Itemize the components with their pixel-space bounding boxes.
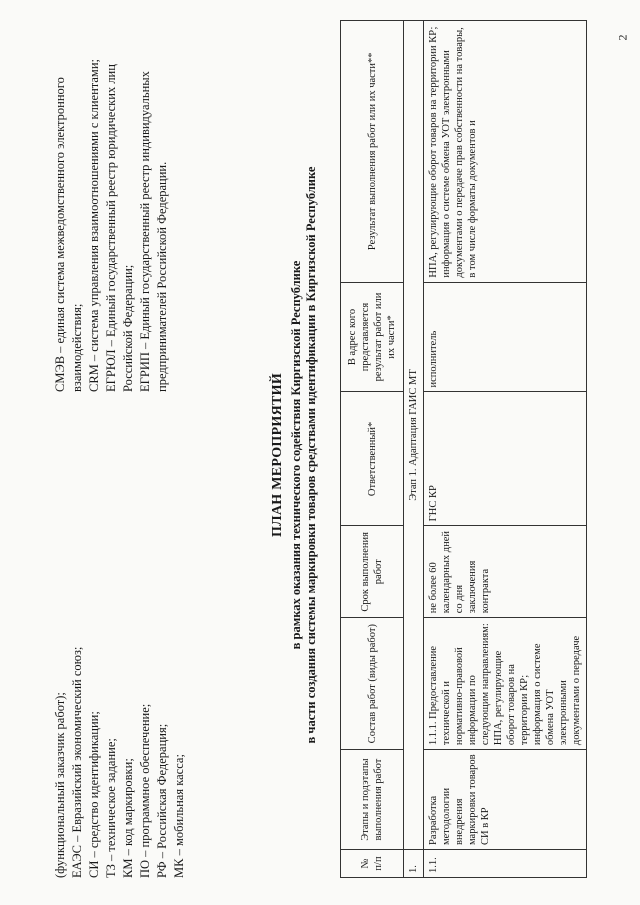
row-responsible: ГНС КР (424, 392, 587, 526)
abbreviation-item: взаимодействия; (70, 303, 84, 392)
abbreviation-item: ЕАЭС – Евразийский экономический союз; (70, 646, 84, 878)
abbreviation-item: предпринимателей Российской Федерации. (155, 161, 169, 392)
abbreviation-item: CRM – система управления взаимоотношениями с клиентами; (87, 59, 101, 392)
abbreviation-item: СМЭВ – единая система межведомственного электронного (53, 77, 67, 392)
table-row (404, 21, 424, 878)
abbreviation-item: ЕГРИП – Единый государственный реестр индивидуальных (138, 71, 152, 392)
header-result: Результат выполнения работ или их части** (341, 21, 404, 283)
table-header-row (341, 21, 404, 878)
plan-table (340, 20, 587, 878)
table-row (424, 21, 587, 878)
abbreviation-item: РФ – Российская Федерация; (155, 723, 169, 878)
abbreviations-list-right (52, 12, 171, 392)
abbreviation-item: КМ – код маркировки; (121, 758, 135, 878)
row-result: НПА, регулирующие оборот товаров на территории КР; информация о системе обмена УОТ электронными документами о передаче прав собственности на товары, в том числе форматы документов и (424, 21, 587, 283)
row-deadline: не более 60 календарных дней со дня заключения контракта (424, 526, 587, 618)
header-addressee: В адрес кого представляется результат работ или их части* (341, 282, 404, 392)
plan-title: ПЛАН МЕРОПРИЯТИЙ (270, 372, 285, 538)
stage-num: 1. (404, 850, 424, 878)
header-responsible: Ответственный* (341, 392, 404, 526)
abbreviation-item: ТЗ – техническое задание; (104, 738, 118, 878)
header-deadline: Срок выполнения работ (341, 526, 404, 618)
abbreviation-item: ЕГРЮЛ – Единый государственный реестр юридических лиц (104, 64, 118, 392)
header-works: Состав работ (виды работ) (341, 618, 404, 750)
page-number: 2 (615, 34, 630, 41)
abbreviation-item: (функциональный заказчик работ); (53, 692, 67, 878)
plan-subtitle-1: в рамках оказания технического содействия Киргизской Республике (289, 260, 303, 650)
row-addressee: исполнитель (424, 282, 587, 392)
row-works: 1.1.1. Предоставление технической и нормативно-правовой информации по следующим направлениям: НПА, регулирующие оборот товаров на территории КР; информация о системе обмена УОТ электронными документами о передаче (424, 618, 587, 750)
abbreviations-list-left (52, 538, 188, 878)
abbreviation-item: Российской Федерации; (121, 264, 135, 392)
plan-subtitle-2: в части создания системы маркировки товаров средствами идентификации в Киргизской Республике (304, 166, 318, 744)
row-stage: Разработка методологии внедрения маркировки товаров СИ в КР (424, 750, 587, 850)
plan-heading (270, 155, 319, 755)
abbreviation-item: СИ – средство идентификации; (87, 711, 101, 878)
header-num: № п/п (341, 850, 404, 878)
header-stages: Этапы и подэтапы выполнения работ (341, 750, 404, 850)
abbreviation-item: ПО – программное обеспечение; (138, 703, 152, 878)
row-num: 1.1. (424, 850, 587, 878)
abbreviation-item: МК – мобильная касса; (172, 754, 186, 878)
stage-label: Этап 1. Адаптация ГАИС МТ (404, 21, 424, 850)
